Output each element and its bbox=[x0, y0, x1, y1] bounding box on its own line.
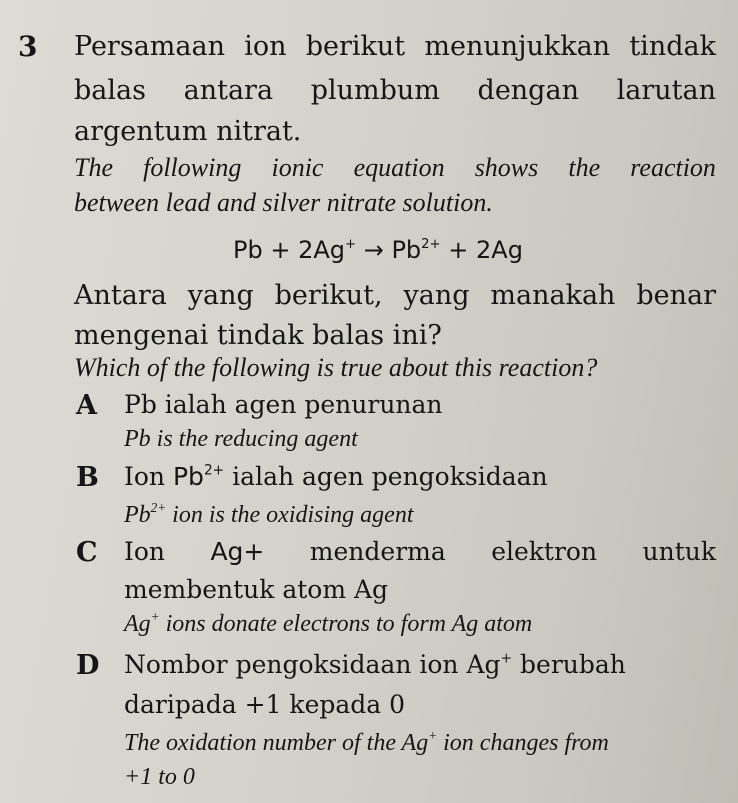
stem-malay-line-1: Persamaan ion berikut menunjukkan tindak bbox=[74, 31, 716, 62]
option-c-malay-line-1[interactable]: Ion Ag+ menderma elektron untuk bbox=[124, 537, 716, 566]
ionic-equation: $Pb + 2Ag^+ \to Pb^{2+} + 2Ag$ bbox=[233, 236, 523, 264]
option-c-english[interactable]: Ag+ ions donate electrons to form Ag atom bbox=[124, 609, 533, 637]
stem-english-line-1: The following ionic equation shows the reaction bbox=[74, 153, 716, 182]
question-number: 3 bbox=[18, 30, 38, 63]
option-b-letter[interactable]: B bbox=[76, 462, 99, 493]
ask-english: Which of the following is true about this reaction? bbox=[74, 353, 598, 382]
option-b-english[interactable]: $Pb^{2+}$ ion is the oxidising agent bbox=[124, 500, 414, 528]
option-d-letter[interactable]: D bbox=[76, 650, 100, 681]
option-d-malay-line-1[interactable]: Nombor pengoksidaan ion Ag+ berubah bbox=[124, 650, 626, 679]
ask-malay-line-1: Antara yang berikut, yang manakah benar bbox=[74, 280, 716, 311]
option-a-letter[interactable]: A bbox=[76, 390, 97, 421]
option-a-english[interactable]: Pb is the reducing agent bbox=[124, 426, 358, 452]
option-c-letter[interactable]: C bbox=[76, 537, 98, 568]
stem-english-line-2: between lead and silver nitrate solution. bbox=[74, 188, 493, 217]
reaction-arrow: → bbox=[363, 236, 384, 264]
option-c-malay-line-2[interactable]: membentuk atom Ag bbox=[124, 575, 389, 604]
option-d-english-line-1[interactable]: The oxidation number of the Ag+ ion changes from bbox=[124, 728, 609, 756]
ask-malay-line-2: mengenai tindak balas ini? bbox=[74, 320, 442, 351]
option-d-malay-line-2[interactable]: daripada +1 kepada 0 bbox=[124, 690, 406, 719]
stem-malay-line-2: balas antara plumbum dengan larutan bbox=[74, 75, 716, 106]
option-d-english-line-2[interactable]: +1 to 0 bbox=[124, 764, 195, 790]
stem-malay-line-3: argentum nitrat. bbox=[74, 116, 302, 147]
option-a-malay[interactable]: Pb ialah agen penurunan bbox=[124, 390, 443, 419]
option-b-malay[interactable]: Ion $Pb^{2+}$ ialah agen pengoksidaan bbox=[124, 462, 548, 491]
